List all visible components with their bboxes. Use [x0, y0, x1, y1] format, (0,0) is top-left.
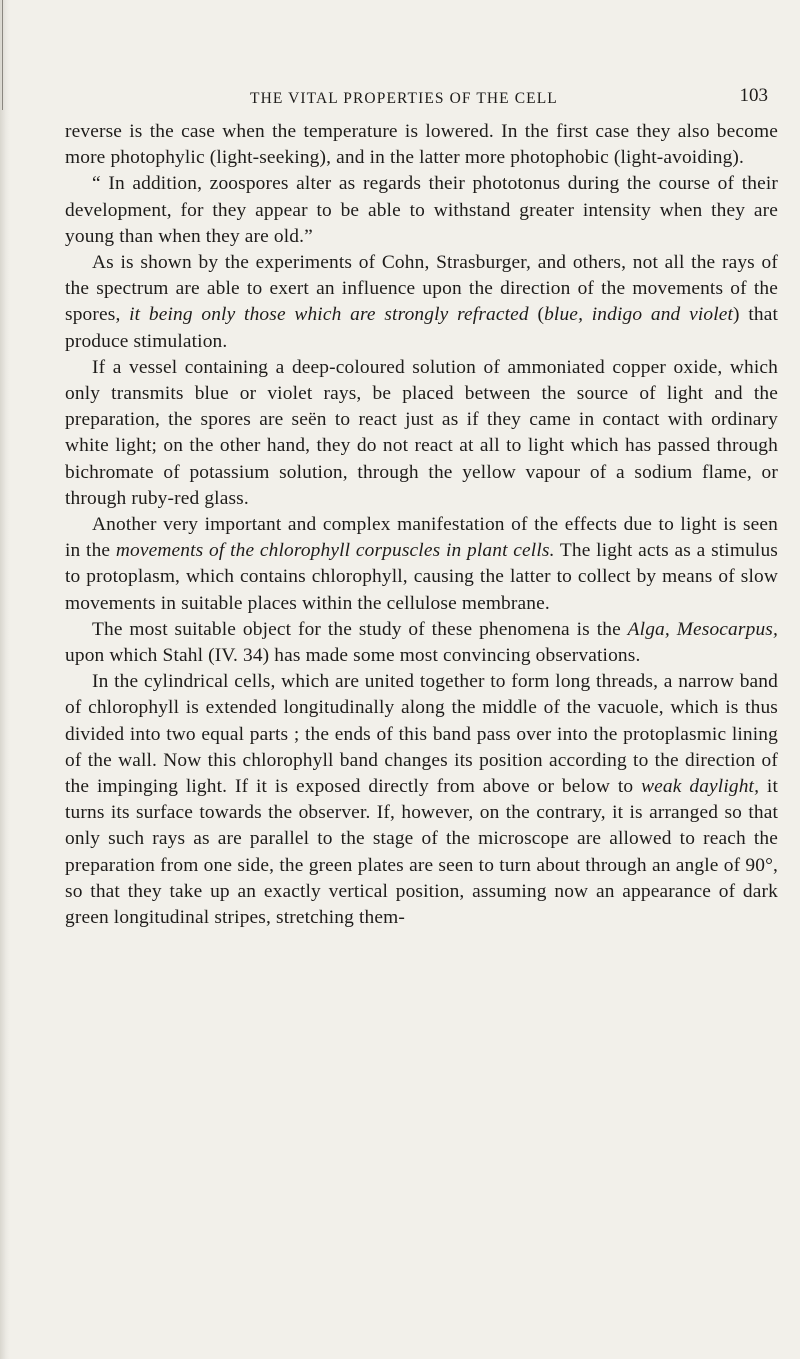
running-header	[65, 82, 778, 112]
text-run: upon which Stahl (IV. 34) has made some most convincing observations.	[65, 645, 641, 667]
italic-text-run: Alga, Mesocarpus,	[627, 618, 778, 640]
body-text	[65, 119, 778, 931]
italic-text-run: blue, indigo and violet	[544, 304, 734, 326]
text-run: (	[528, 304, 545, 326]
book-page	[65, 82, 778, 931]
paragraph-p6	[65, 617, 778, 669]
text-run: The most suitable object for the study of these phenomena is the	[92, 618, 628, 640]
text-run: “ In addition, zoospores alter as regards their phototonus during the course of their development, for they appear to be able to withstand greater intensity when they are young than when they are old.”	[65, 173, 778, 247]
text-run: ) that produce stimulation.	[65, 304, 779, 352]
text-run: it turns its surface towards the observer. If, however, on the contrary, it is arranged so that only such rays as are parallel to the stage of the microscope are allowed to reach the preparation from one side, the green plates are seen to turn about through an angle of 90°, so that they take up an exactly vertical position, assuming now an appearance of dark green longitudinal stripes, stretching them-	[65, 776, 778, 929]
italic-text-run: it being only those which are strongly refracted	[129, 304, 529, 326]
paragraph-p2	[65, 171, 778, 250]
italic-text-run: weak daylight,	[641, 776, 760, 798]
paragraph-p1	[65, 119, 778, 171]
text-run: As is shown by the experiments of Cohn, Strasburger, and others, not all the rays of the spectrum are able to exert an influence upon the direction of the movements of the spores,	[65, 252, 778, 326]
page-number: 103	[739, 85, 768, 106]
italic-text-run: movements of the chlorophyll corpuscles in plant cells.	[115, 540, 555, 562]
text-run: reverse is the case when the temperature is lowered. In the first case they also become more photophylic (light-seeking), and in the latter more photophobic (light-avoiding).	[65, 121, 778, 169]
paragraph-p7	[65, 669, 778, 931]
paragraph-p5	[65, 512, 778, 617]
text-run: If a vessel containing a deep-coloured solution of ammoniated copper oxide, which only transmits blue or violet rays, be placed between the source of light and the preparation, the spores are seën to react just as if they came in contact with ordinary white light; on the other hand, they do not react at all to light which has passed through bichromate of potassium solution, through the yellow vapour of a sodium flame, or through ruby-red glass.	[65, 356, 778, 509]
text-run: The light acts as a stimulus to protoplasm, which contains chlorophyll, causing the latter to collect by means of slow movements in suitable places within the cellulose membrane.	[65, 540, 778, 614]
running-title: THE VITAL PROPERTIES OF THE CELL	[250, 90, 558, 107]
binding-fold-line	[2, 0, 3, 110]
paragraph-p4	[65, 355, 778, 512]
paragraph-p3	[65, 250, 778, 355]
text-run: In the cylindrical cells, which are united together to form long threads, a narrow band of chlorophyll is extended longitudinally along the middle of the vacuole, which is thus divided into two equal parts ; the ends of this band pass over into the protoplasmic lining of the wall. Now this chlorophyll band changes its position according to the direction of the impinging light. If it is exposed directly from above or below to	[65, 671, 778, 798]
text-run: Another very important and complex manifestation of the effects due to light is seen in the	[65, 514, 778, 562]
page-binding-edge	[0, 0, 10, 1359]
